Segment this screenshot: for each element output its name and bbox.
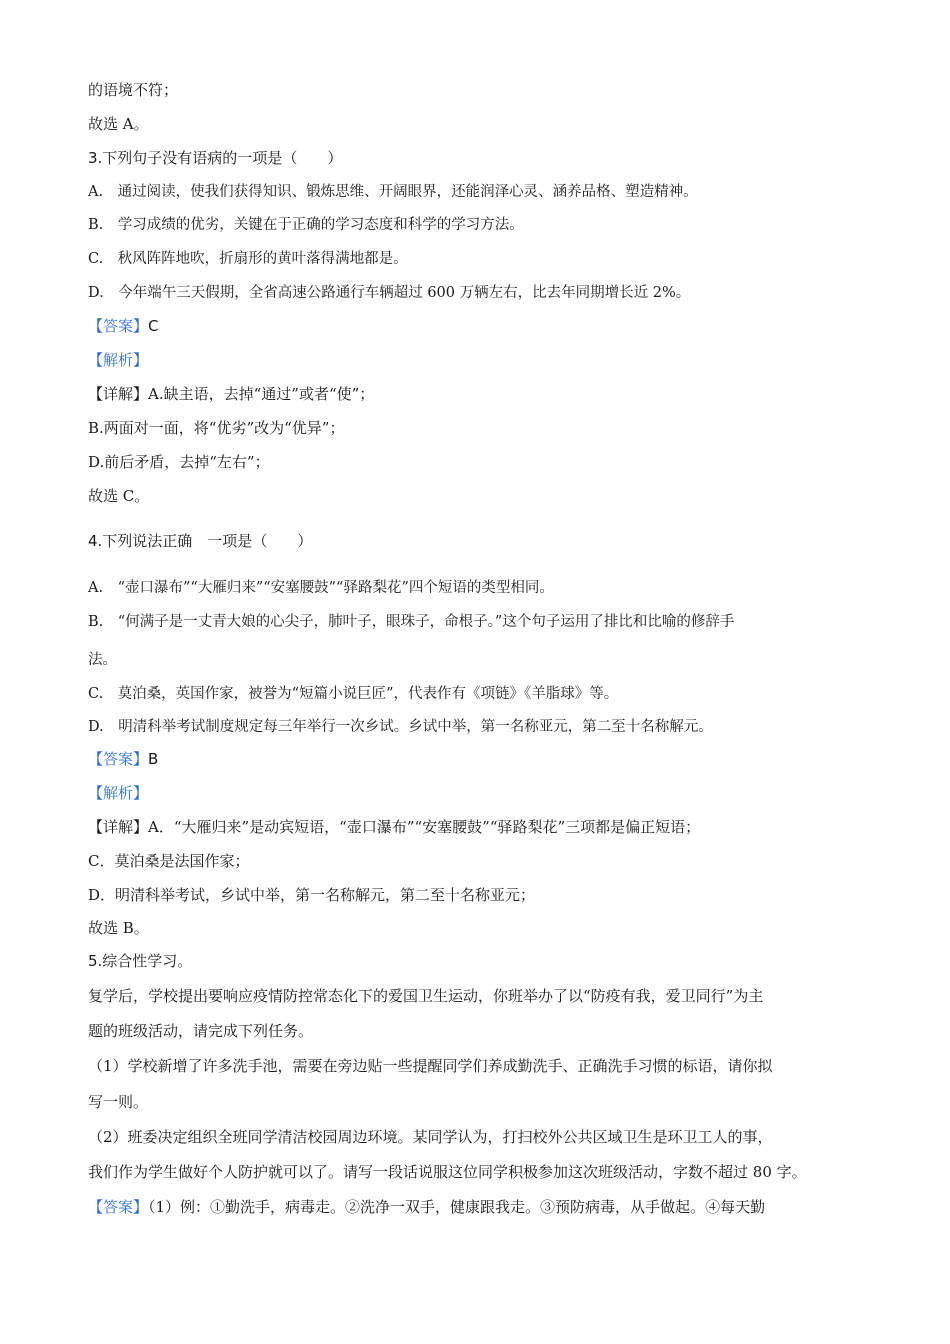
detail-line: 【详解】A．“大雁归来”是动宾短语，“壶口瀑布”“安塞腰鼓”“驿路梨花”三项都是偏正短语； bbox=[88, 818, 701, 836]
conclusion-line: 故选 B。 bbox=[88, 919, 149, 937]
analysis-line bbox=[88, 783, 148, 803]
answer-tag: 【答案】 bbox=[88, 750, 149, 768]
task-2: （2）班委决定组织全班同学清洁校园周边环境。某同学认为，打扫校外公共区域卫生是环卫工人的事， bbox=[88, 1128, 773, 1146]
answer-value: （1）例：①勤洗手，病毒走。②洗净一双手，健康跟我走。③预防病毒，从手做起。④每天勤 bbox=[148, 1198, 766, 1216]
answer-line bbox=[88, 316, 159, 336]
detail-line: 【详解】A.缺主语，去掉“通过”或者“使”； bbox=[88, 385, 375, 403]
option-b: B. “何满子是一丈青大娘的心尖子，肺叶子，眼珠子，命根子。”这个句子运用了排比和比喻的修辞手 bbox=[88, 614, 735, 630]
conclusion-line: 故选 C。 bbox=[88, 487, 150, 505]
option-a: A. “壶口瀑布”“大雁归来”“安塞腰鼓”“驿路梨花”四个短语的类型相同。 bbox=[88, 580, 554, 596]
paragraph-line: 题的班级活动，请完成下列任务。 bbox=[88, 1022, 314, 1040]
analysis-line bbox=[88, 350, 148, 370]
question-5-stem: 5.综合性学习。 bbox=[88, 952, 193, 970]
option-d: D. 明清科举考试制度规定每三年举行一次乡试。乡试中举，第一名称亚元，第二至十名称解元。 bbox=[88, 719, 713, 735]
question-4-stem: 4.下列说法正确 一项是（ ） bbox=[88, 532, 313, 550]
answer-line bbox=[88, 749, 158, 769]
answer-tag: 【答案】 bbox=[88, 1198, 149, 1216]
analysis-tag: 【解析】 bbox=[88, 351, 149, 369]
answer-value: B bbox=[148, 750, 159, 768]
option-c: C. 秋风阵阵地吹，折扇形的黄叶落得满地都是。 bbox=[88, 251, 408, 267]
answer-tag: 【答案】 bbox=[88, 317, 149, 335]
task-1: （1）学校新增了许多洗手池，需要在旁边贴一些提醒同学们养成勤洗手、正确洗手习惯的标语，请你拟 bbox=[88, 1057, 773, 1075]
analysis-tag: 【解析】 bbox=[88, 784, 149, 802]
detail-line: D．明清科举考试，乡试中举，第一名称解元，第二至十名称亚元； bbox=[88, 886, 536, 904]
detail-line: D.前后矛盾，去掉“左右”； bbox=[88, 453, 270, 471]
detail-line: C．莫泊桑是法国作家； bbox=[88, 852, 250, 870]
text-line: 的语境不符； bbox=[88, 81, 179, 99]
answer-line bbox=[88, 1197, 765, 1217]
answer-value: C bbox=[148, 317, 159, 335]
option-d: D. 今年端午三天假期，全省高速公路通行车辆超过 600 万辆左右，比去年同期增长近 2%。 bbox=[88, 285, 691, 301]
question-3-stem: 3.下列句子没有语病的一项是（ ） bbox=[88, 149, 343, 167]
task-2-cont: 我们作为学生做好个人防护就可以了。请写一段话说服这位同学积极参加这次班级活动，字数不超过 80 字。 bbox=[88, 1163, 807, 1181]
paragraph-line: 复学后，学校提出要响应疫情防控常态化下的爱国卫生运动，你班举办了以“防疫有我，爱卫同行”为主 bbox=[88, 987, 764, 1005]
option-a: A. 通过阅读，使我们获得知识、锻炼思维、开阔眼界，还能润泽心灵、涵养品格、塑造精神。 bbox=[88, 184, 698, 200]
option-c: C. 莫泊桑，英国作家，被誉为“短篇小说巨匠”，代表作有《项链》《羊脂球》等。 bbox=[88, 686, 619, 702]
option-b: B. 学习成绩的优劣，关键在于正确的学习态度和科学的学习方法。 bbox=[88, 217, 524, 233]
text-line: 故选 A。 bbox=[88, 115, 149, 133]
option-b-cont: 法。 bbox=[88, 652, 117, 668]
detail-line: B.两面对一面，将“优劣”改为“优异”； bbox=[88, 419, 345, 437]
task-1-cont: 写一则。 bbox=[88, 1093, 149, 1111]
